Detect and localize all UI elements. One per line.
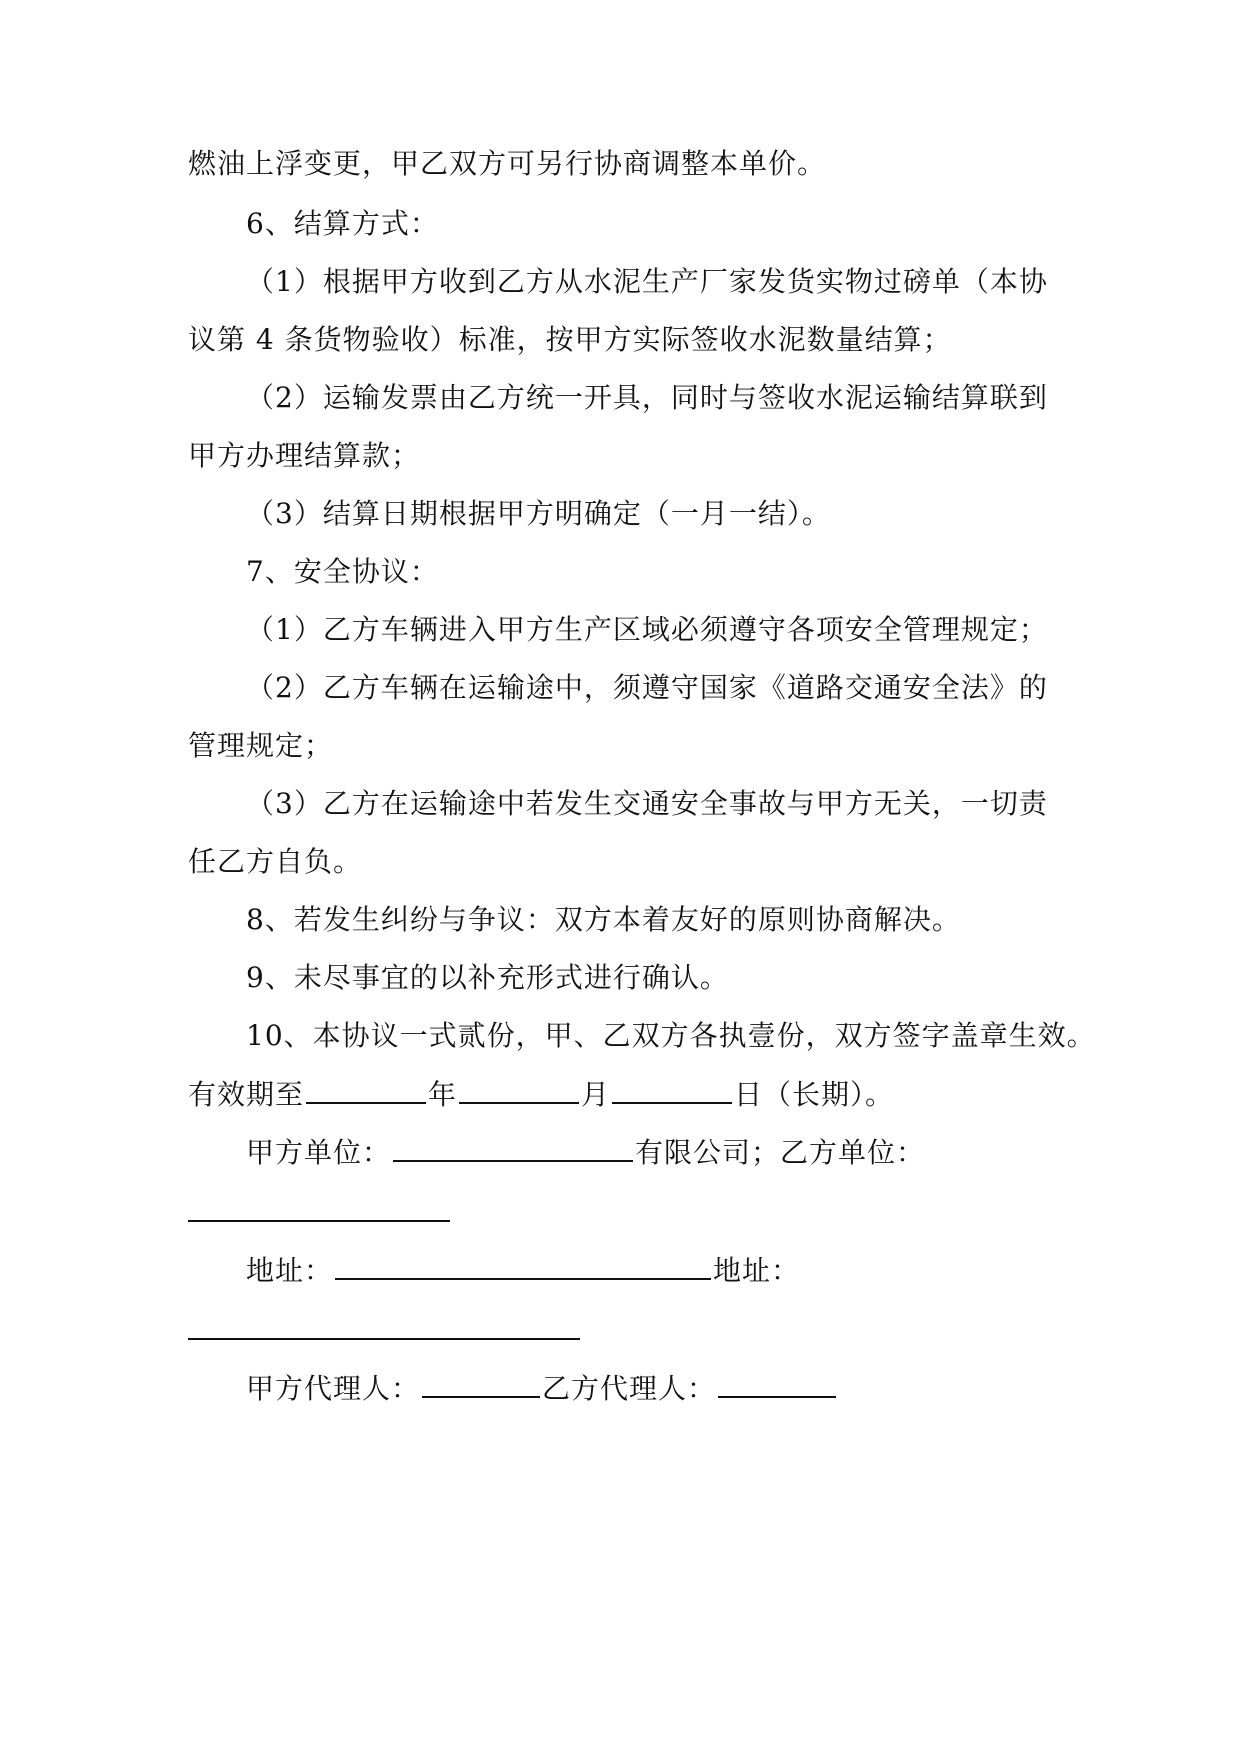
paragraph-line: （3）乙方在运输途中若发生交通安全事故与甲方无关，一切责 bbox=[246, 787, 1048, 820]
agent-a-label: 甲方代理人： bbox=[246, 1372, 421, 1405]
section-heading-supplement: 9、未尽事宜的以补充形式进行确认。 bbox=[246, 961, 729, 994]
validity-prefix: 有效期至 bbox=[188, 1078, 305, 1111]
party-a-unit-label: 甲方单位： bbox=[246, 1136, 392, 1169]
paragraph-line: （3）结算日期根据甲方明确定（一月一结）。 bbox=[246, 497, 831, 530]
paragraph-line: 任乙方自负。 bbox=[188, 845, 363, 878]
month-blank[interactable] bbox=[459, 1074, 579, 1104]
section-heading-copies: 10、本协议一式贰份，甲、乙双方各执壹份，双方签字盖章生效。 bbox=[246, 1019, 1096, 1052]
month-label: 月 bbox=[581, 1078, 611, 1111]
address-line bbox=[246, 1250, 800, 1291]
day-blank[interactable] bbox=[612, 1074, 732, 1104]
section-heading-safety: 7、安全协议： bbox=[246, 555, 439, 588]
party-a-unit-suffix: 有限公司；乙方单位： bbox=[635, 1136, 926, 1169]
section-heading-disputes: 8、若发生纠纷与争议：双方本着友好的原则协商解决。 bbox=[246, 903, 961, 936]
section-heading-settlement: 6、结算方式： bbox=[246, 207, 439, 240]
year-blank[interactable] bbox=[306, 1074, 426, 1104]
paragraph-line: 议第 4 条货物验收）标准，按甲方实际签收水泥数量结算； bbox=[188, 323, 952, 356]
validity-line bbox=[188, 1074, 894, 1115]
address-a-blank[interactable] bbox=[335, 1250, 711, 1280]
party-a-unit-blank[interactable] bbox=[393, 1132, 633, 1162]
paragraph-line: （1）乙方车辆进入甲方生产区域必须遵守各项安全管理规定； bbox=[246, 613, 1048, 646]
agent-b-label: 乙方代理人： bbox=[542, 1372, 717, 1405]
day-suffix: 日（长期）。 bbox=[734, 1078, 895, 1111]
agent-a-blank[interactable] bbox=[422, 1368, 540, 1398]
year-label: 年 bbox=[428, 1078, 458, 1111]
party-b-unit-blank[interactable] bbox=[188, 1218, 450, 1222]
agent-line bbox=[246, 1368, 838, 1409]
address-label-b: 地址： bbox=[713, 1254, 801, 1287]
paragraph-line: （1）根据甲方收到乙方从水泥生产厂家发货实物过磅单（本协 bbox=[246, 265, 1048, 298]
address-b-blank[interactable] bbox=[188, 1336, 580, 1340]
address-label-a: 地址： bbox=[246, 1254, 334, 1287]
paragraph-line: 管理规定； bbox=[188, 729, 334, 762]
paragraph-line: 燃油上浮变更，甲乙双方可另行协商调整本单价。 bbox=[188, 147, 827, 180]
paragraph-line: （2）乙方车辆在运输途中，须遵守国家《道路交通安全法》的 bbox=[246, 671, 1048, 704]
agent-b-blank[interactable] bbox=[718, 1368, 836, 1398]
paragraph-line: （2）运输发票由乙方统一开具，同时与签收水泥运输结算联到 bbox=[246, 381, 1048, 414]
paragraph-line: 甲方办理结算款； bbox=[188, 439, 421, 472]
party-unit-line bbox=[246, 1132, 925, 1173]
